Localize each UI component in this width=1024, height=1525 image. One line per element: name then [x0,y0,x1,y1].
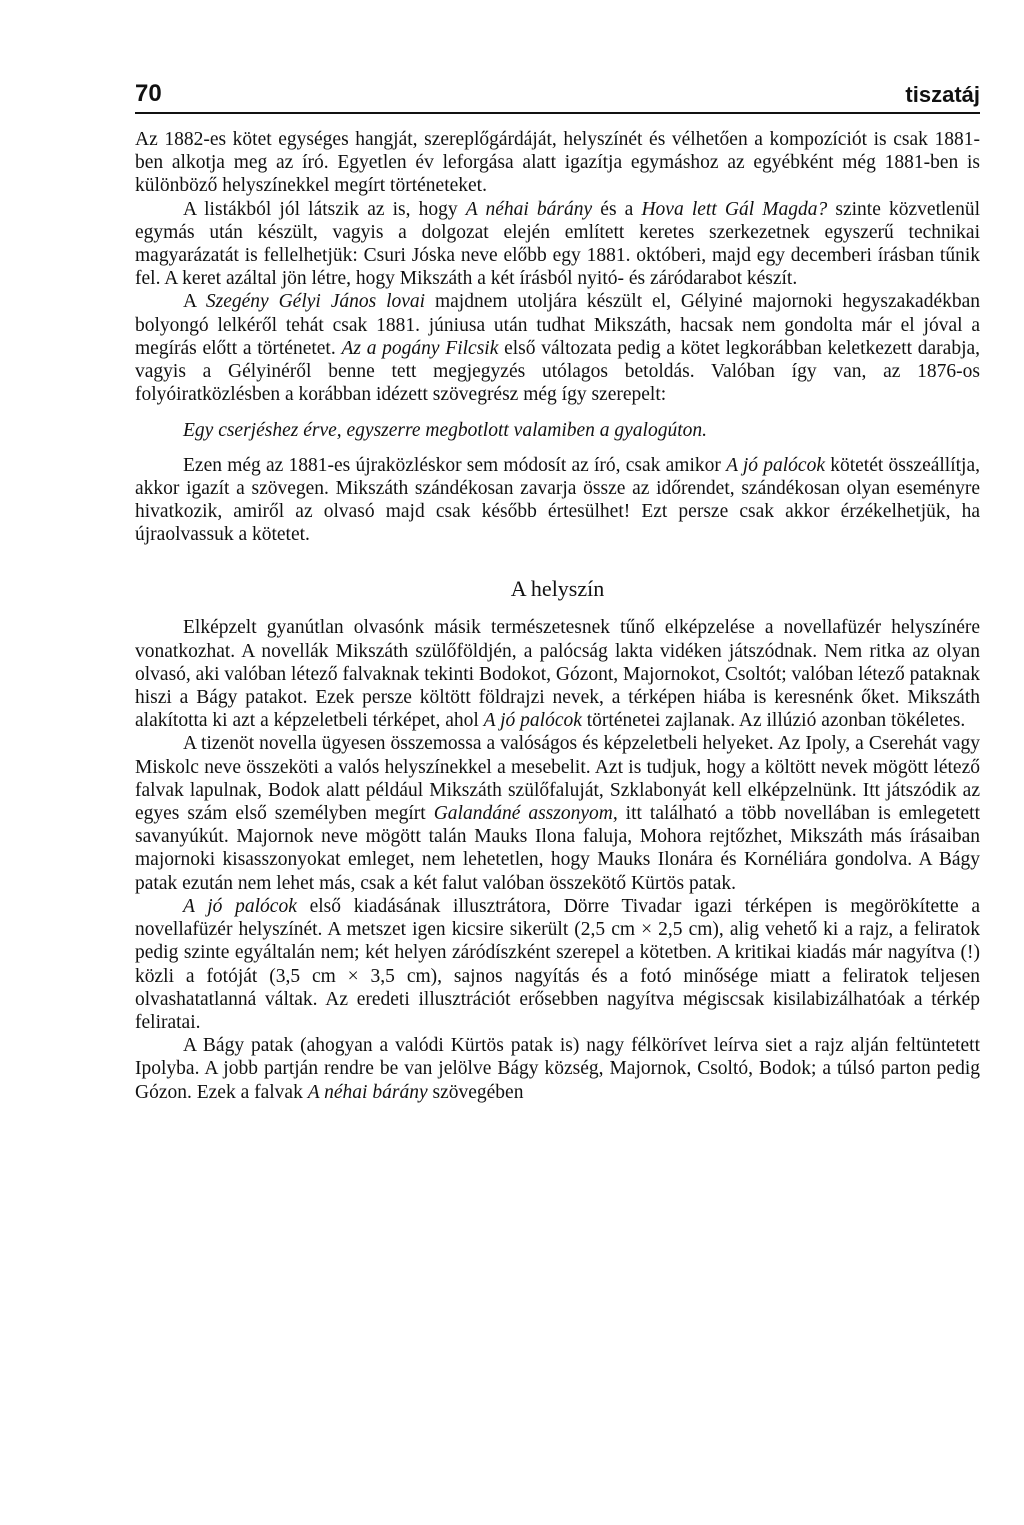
work-title: A jó palócok [483,710,582,732]
paragraph [135,290,980,406]
paragraph [135,1034,980,1104]
text-run: A Bágy patak (ahogyan a valódi Kürtös patak is) nagy félkörívet leírva siet a rajz alján feltüntetett Ipolyba. A jobb partján rendre be van jelölve Bágy község, Majornok, Csoltó, Bodok; a túlsó parton pedig Gózon. Ezek a falvak [135,1035,980,1103]
work-title: A néhai bárány [465,198,593,220]
text-run: szinte közvetlenül egymás után készült, vagyis a dolgozat elején említett keretes szerkezetnek egyszerű technikai magyarázatát is fellelhetjük: Csuri Jóska neve előbb egy 1881. októberi, majd egy decemberi írásban tűnik fel. A keret azáltal jön létre, hogy Mikszáth a két írásból nyitó- és záródarabot készít. [135,198,980,290]
block-quote: Egy cserjéshez érve, egyszerre megbotlott valamiben a gyalogúton. [183,420,708,442]
work-title: Az a pogány Filcsik [341,337,499,359]
paragraph [135,616,980,732]
running-header [135,80,980,114]
text-run: majdnem utoljára készült el, Gélyiné majornoki hegyszakadékban bolyongó lelkéről tehát csak 1881. júniusa után tudhat Mikszáth, hacsak nem gondolta már el jóval a megírás előtt a történetet. [135,291,981,359]
paragraph: Az 1882-es kötet egységes hangját, szereplőgárdáját, helyszínét és vélhetően a kompozíciót is csak 1881-ben alkotja meg az író. Egyetlen év leforgása alatt igazítja egymáshoz az egyébként még 1881-ben is különböző helyszínekkel megírt történeteket. [135,129,980,197]
text-run: történetei zajlanak. Az illúzió azonban tökéletes. [581,710,966,732]
text-run: A [183,291,206,313]
paragraph [135,198,980,291]
paragraph [135,454,980,547]
text-run: első változata pedig a kötet legkorábban keletkezett darabja, vagyis a Gélyinéről benne tett megjegyzés utólagos betoldás. Valóban így van, az 1876-os folyóiratközlésben a korábban idézett szövegrész még így szerepelt: [135,337,981,406]
text-run: első kiadásának illusztrátora, Dörre Tivadar igazi térképen is megörökítette a novellafüzér helyszínét. A metszet igen kicsire sikerült (2,5 cm × 2,5 cm), alig vehető ki a rajz, a feliratok pedig szinte egyáltalán nem; két helyen záródíszként szerepel a kötetben. A kritikai kiadás már nagyítva (!) közli a fotóját (3,5 cm × 3,5 cm), sajnos nagyítás és a fotó minősége miatt a feliratok teljesen olvashatatlanná váltak. Az eredeti illusztrációt erősebben nagyítva mégiscsak kisilabizálhatóak a térkép feliratai. [135,895,980,1033]
text-run: A tizenöt novella ügyesen összemossa a valóságos és képzeletbeli helyeket. Az Ipoly, a Cserehát vagy Miskolc neve összeköti a valós helyszínekkel a mesebelit. Azt is tudjuk, hogy a költött nevek mögött létező falvak lapulnak, Bodok alatt például Mikszáth szülőfaluját, Szklabonyát kell elképzelnünk. Itt játszódik az egyes szám első személyben megírt [135,733,980,825]
page-number: 70 [135,80,162,107]
work-title: A néhai bárány [307,1081,428,1103]
section-heading: A helyszín [510,576,605,602]
journal-title: tiszatáj [905,82,980,107]
work-title: Galandáné asszonyom, [433,803,618,825]
work-title: A jó palócok [183,895,297,917]
text-run: Elképzelt gyanútlan olvasónk másik természetesnek tűnő elképzelése a novellafüzér helyszínére vonatkozhat. A novellák Mikszáth szülőföldjén, a palócság lakta vidéken játszódnak. Nem ritka az olyan olvasó, aki valóban létező falvaknak tekinti Bodokot, Gózont, Majornokot, Csoltót; valóban létező pataknak hiszi a Bágy patakot. Ezek persze költött földrajzi nevek, a térképen hiába is keresnénk őket. Mikszáth alakította ki azt a képzeletbeli térképet, ahol [135,617,980,732]
text-run: szövegében [427,1081,524,1103]
text-run: A listákból jól látszik az is, hogy [183,198,466,220]
text-run: kötetét összeállítja, akkor igazít a szövegen. Mikszáth szándékosan zavarja össze az időrendet, szándékosan olyan eseményre hivatkozik, amiről az olvasó majd csak később értesülhet! Ezt persze csak akkor érzékelhetjük, ha újraolvassuk a kötetet. [135,454,980,546]
work-title: Hova lett Gál Magda? [641,198,828,220]
work-title: Szegény Gélyi János lovai [205,291,426,313]
work-title: A jó palócok [726,454,825,476]
paragraph [135,895,980,1034]
paragraph [135,732,980,894]
text-run: itt található a több novellában is emlegetett savanyúkút. Majornok neve mögött talán Mauks Ilona faluja, Mohora rejtőzhet, Mikszáth más írásaiban majornoki kisasszonyokat emleget, nem lehetetlen, hogy Mauks Ilonára és Kornéliára gondolva. A Bágy patak ezután nem lehet más, csak a két falut valóban összekötő Kürtös patak. [135,803,980,894]
text-run: és a [592,198,642,220]
text-run: Ezen még az 1881-es újraközléskor sem módosít az író, csak amikor [183,454,727,476]
article-body [135,128,980,1104]
